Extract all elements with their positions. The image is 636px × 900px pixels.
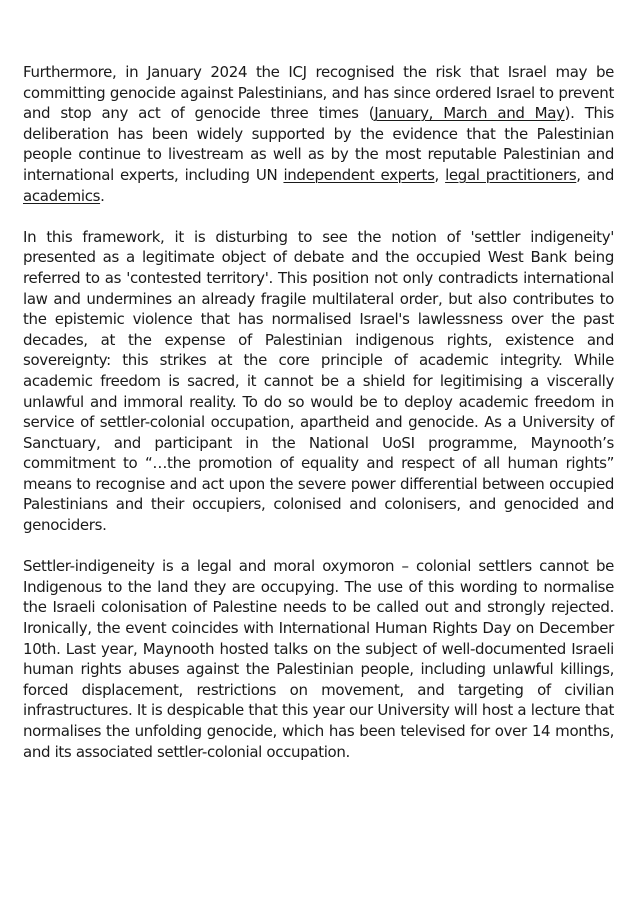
link-january-march-may[interactable]: January, March and May (374, 104, 565, 123)
paragraph-settler-indigeneity: Settler-indigeneity is a legal and moral oxymoron – colonial settlers cannot be Indigenous to the land they are occupying. The use of this wording to normalise the Israeli colonisation of Palestine needs to be called out and strongly rejected. Ironically, the event coincides with International Human Rights Day on December 10th. Last year, Maynooth hosted talks on the subject of well-documented Israeli human rights abuses against the Palestinian people, including unlawful killings, forced displacement, restrictions on movement, and targeting of civilian infrastructures. It is despicable that this year our University will host a lecture that normalises the unfolding genocide, which has been televised for over 14 months, and its associated settler-colonial occupation. (23, 557, 614, 761)
link-academics[interactable]: academics (23, 186, 101, 205)
paragraph-icj-text-d: , and (576, 165, 614, 184)
paragraph-framework: In this framework, it is disturbing to see the notion of 'settler indigeneity' presented as a legitimate object of debate and the occupied West Bank being referred to as 'contested territory'. This position not only contradicts international law and undermines an already fragile multilateral order, but also contributes to the epistemic violence that has normalised Israel's lawlessness over the past decades, at the expense of Palestinian indigenous rights, existence and sovereignty: this strikes at the core principle of academic integrity. While academic freedom is sacred, it cannot be a shield for legitimising a viscerally unlawful and immoral reality. To do so would be to deploy academic freedom in service of settler-colonial occupation, apartheid and genocide. As a University of Sanctuary, and participant in the National UoSI programme, Maynooth’s commitment to “…the promotion of equality and respect of all human rights” means to recognise and act upon the severe power differential between occupied Palestinians and their occupiers, colonised and colonisers, and genocided and genociders. (23, 227, 614, 535)
letter-body (23, 62, 614, 783)
paragraph-icj (23, 62, 614, 206)
paragraph-icj-text-c: , (434, 165, 446, 184)
paragraph-icj-text-a: Furthermore, in January 2024 the ICJ recognised the risk that Israel may be committing genocide against Palestinians, and has since ordered Israel to prevent and stop any act of genocide three times ( (23, 63, 614, 123)
paragraph-icj-text-b: ). This deliberation has been widely supported by the evidence that the Palestinian people continue to livestream as well as by the most reputable Palestinian and international experts, including UN (23, 104, 614, 184)
link-independent-experts[interactable]: independent experts (283, 165, 435, 184)
link-legal-practitioners[interactable]: legal practitioners (445, 165, 577, 184)
paragraph-icj-text-e: . (100, 186, 105, 205)
